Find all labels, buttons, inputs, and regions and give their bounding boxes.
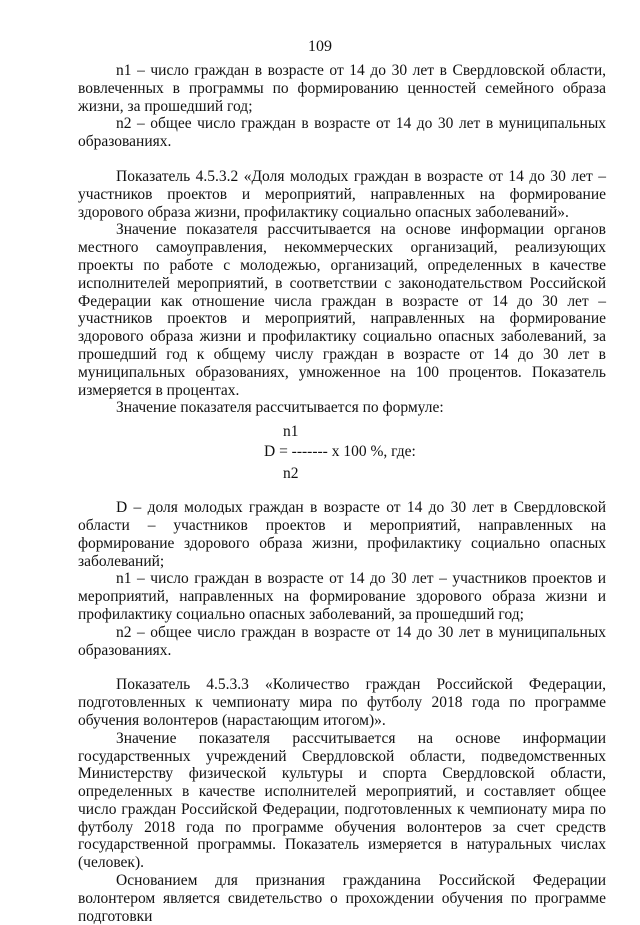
formula-denominator: n2: [283, 465, 299, 483]
definition-n1: n1 – число граждан в возрасте от 14 до 30 лет в Свердловской области, вовлеченных в программы по формированию ценностей семейного образа жизни, за прошедший год;: [78, 62, 606, 115]
indicator-description: Значение показателя рассчитывается на основе информации государственных учреждений Свердловской области, подведомственных Министерству физической культуры и спорта Свердловской области, определенных в качестве исполнителей мероприятий, и составляет общее число граждан Российской Федерации, подготовленных к чемпионату мира по футболу 2018 года по программе обучения волонтеров за счет средств государственной программы. Показатель измеряется в натуральных числах (человек).: [78, 729, 606, 872]
definition-n2: n2 – общее число граждан в возрасте от 14 до 30 лет в муниципальных образованиях.: [78, 623, 606, 659]
formula-numerator: n1: [283, 423, 299, 441]
indicator-heading-4532: Показатель 4.5.3.2 «Доля молодых граждан в возрасте от 14 до 30 лет – участников проектов и мероприятий, направленных на формирование здорового образа жизни, профилактику социально опасных заболеваний».: [78, 167, 606, 221]
formula-main-line: D = ------- x 100 %, где:: [264, 443, 416, 461]
definition-n1: n1 – число граждан в возрасте от 14 до 30 лет – участников проектов и мероприятий, направленных на формирование здорового образа жизни и профилактику социально опасных заболеваний, за прошедший год;: [78, 570, 606, 623]
indicator-heading-4533: Показатель 4.5.3.3 «Количество граждан Российской Федерации, подготовленных к чемпионату мира по футболу 2018 года по программе обучения волонтеров (нарастающим итогом)».: [78, 676, 606, 729]
section-gap: [78, 659, 606, 676]
formula-intro: Значение показателя рассчитывается по формуле:: [116, 399, 444, 417]
definition-n2: n2 – общее число граждан в возрасте от 14 до 30 лет в муниципальных образованиях.: [78, 115, 606, 151]
indicator-description: Значение показателя рассчитывается на основе информации органов местного самоуправления, некоммерческих организаций, реализующих проекты по работе с молодежью, организаций, определенных в качестве исполнителей мероприятий, в соответствии с законодательством Российской Федерации как отношение числа граждан в возрасте от 14 до 30 лет – участников проектов и мероприятий, направленных на формирование здорового образа жизни и профилактику социально опасных заболеваний, за прошедший год к общему числу граждан в возрасте от 14 до 30 лет в муниципальных образованиях, умноженное на 100 процентов. Показатель измеряется в процентах.: [78, 221, 606, 399]
page-number: 109: [308, 38, 332, 55]
formula: [78, 423, 606, 489]
volunteer-basis-paragraph: Основанием для признания гражданина Российской Федерации волонтером является свидетельство о прохождении обучения по программе подготовки: [78, 872, 606, 925]
definition-d: D – доля молодых граждан в возрасте от 14 до 30 лет в Свердловской области – участников проектов и мероприятий, направленных на формирование здорового образа жизни, профилактику социально опасных заболеваний;: [78, 499, 606, 570]
section-gap: [78, 151, 606, 168]
document-body: [78, 62, 606, 925]
